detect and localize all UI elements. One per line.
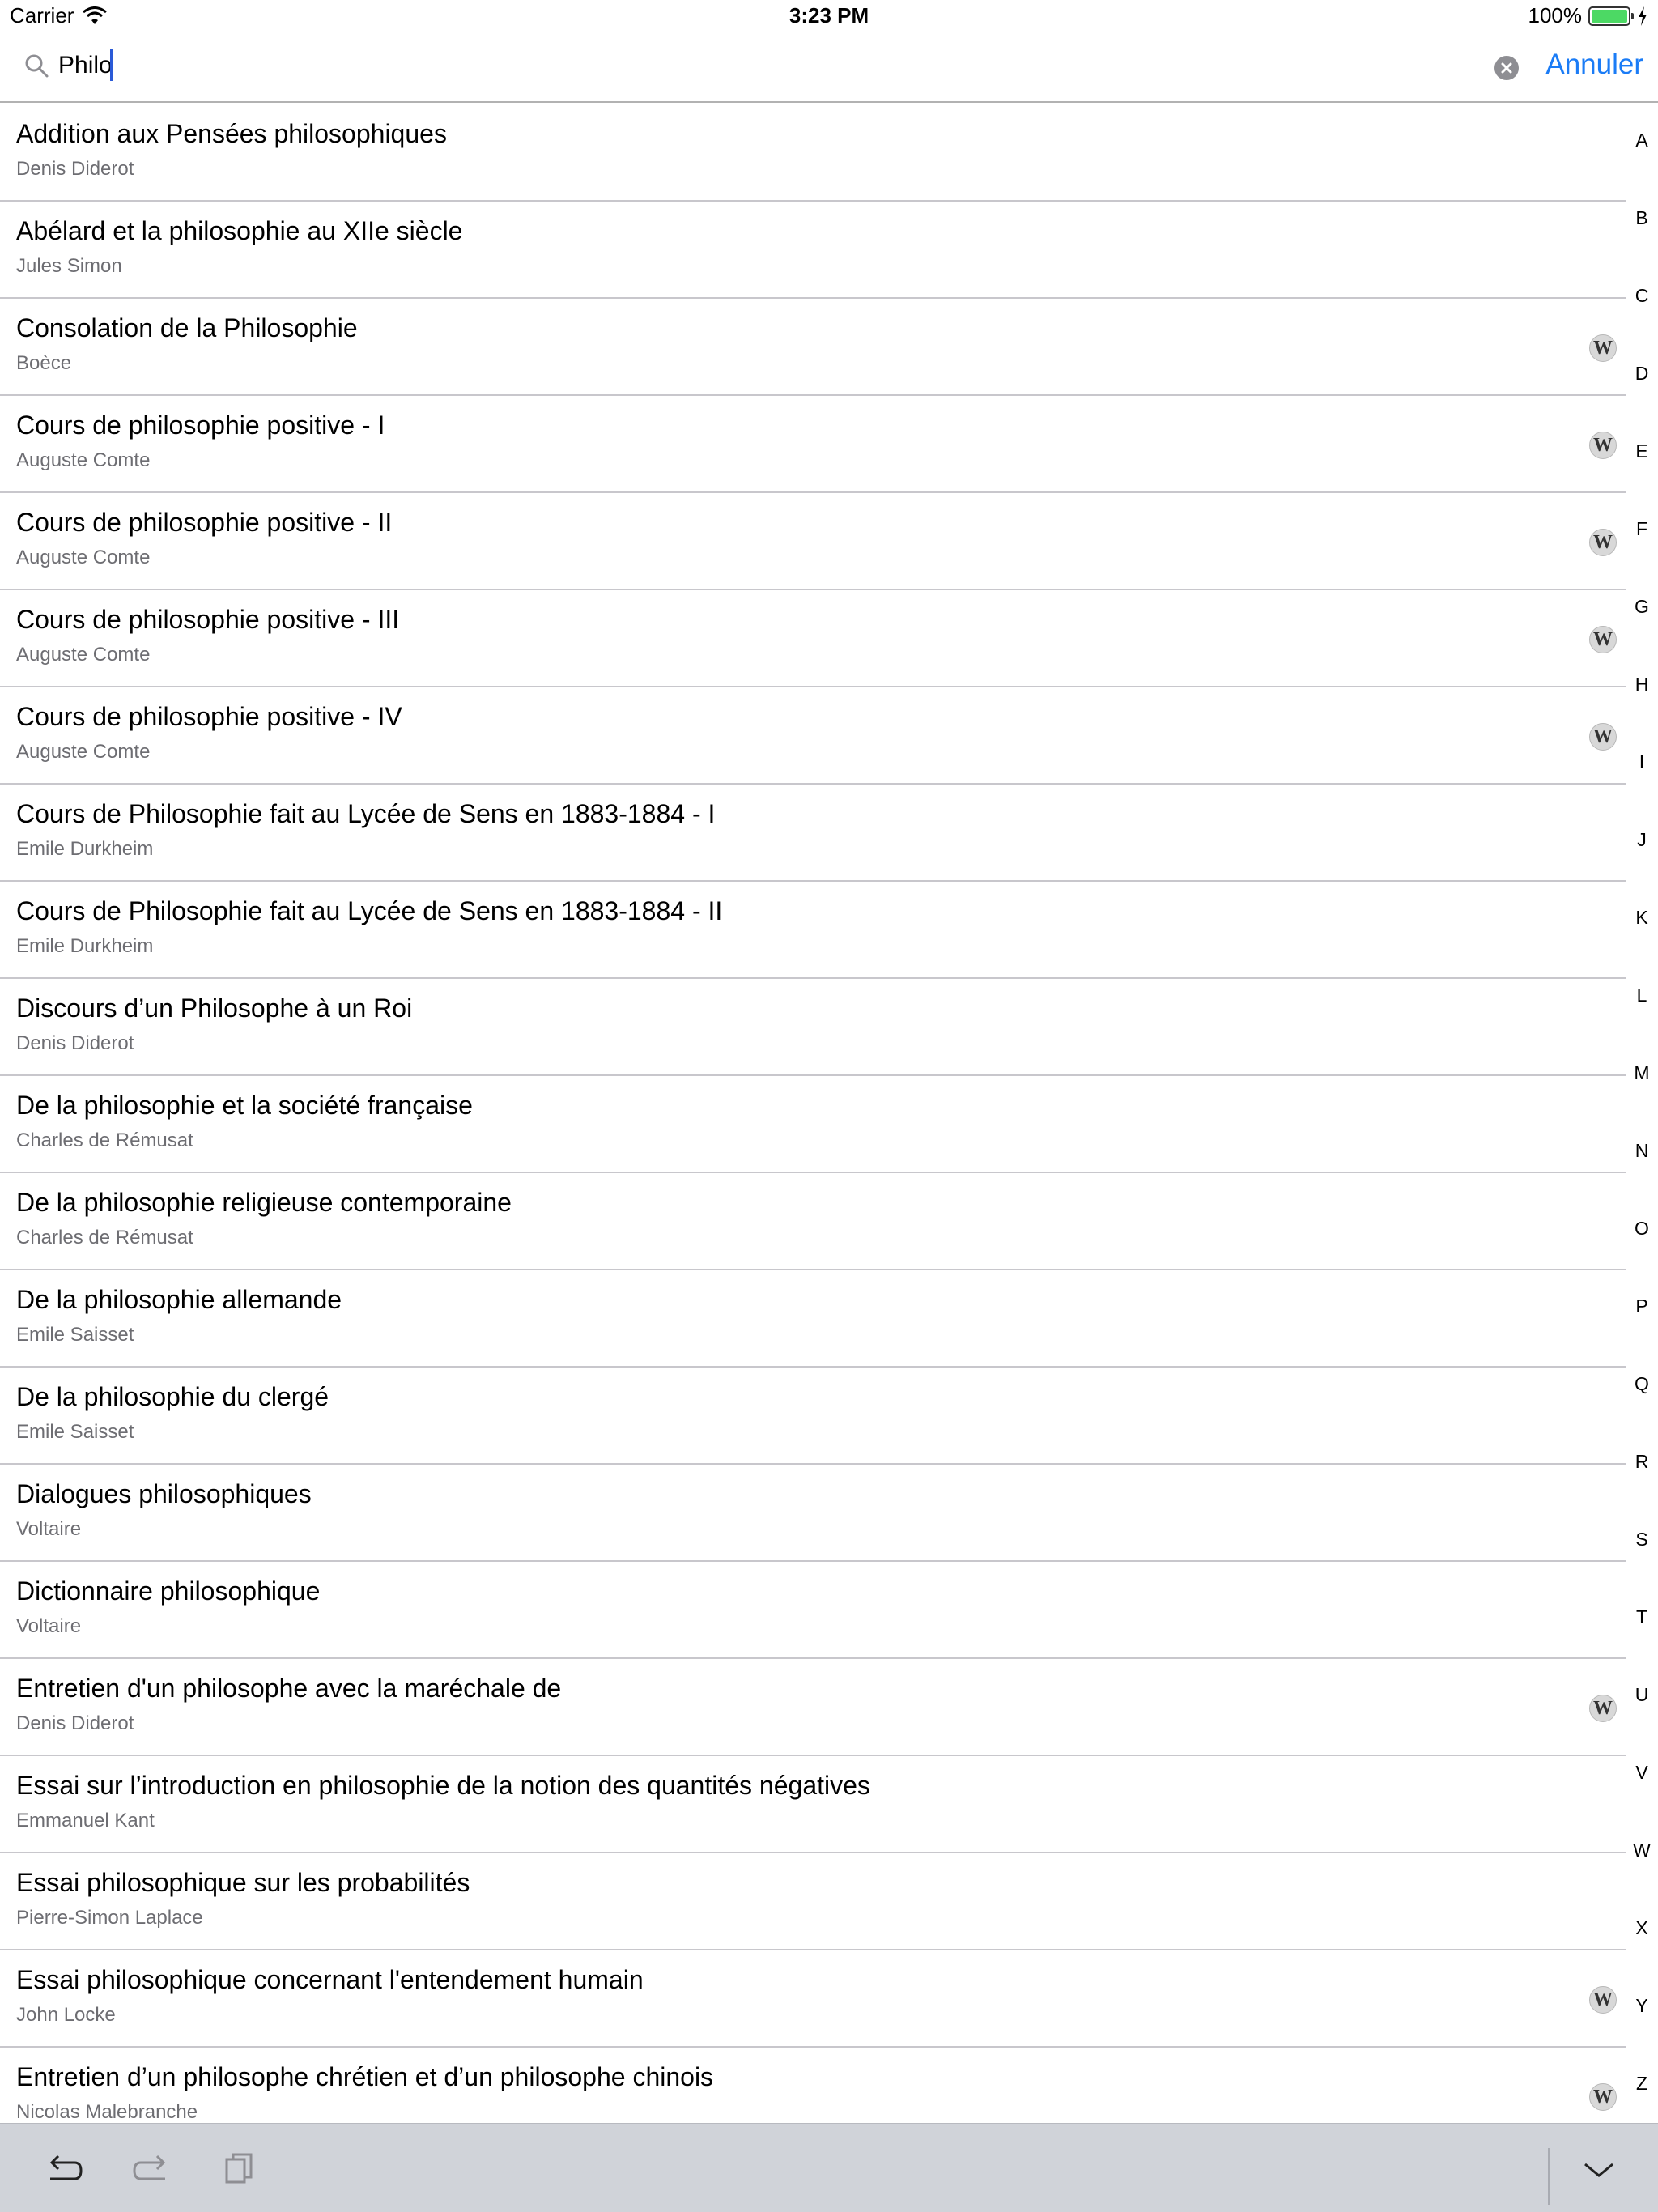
status-bar-right (1528, 3, 1649, 28)
index-letter[interactable]: I (1639, 751, 1645, 772)
dismiss-keyboard-icon[interactable] (1577, 2148, 1621, 2189)
wikipedia-icon[interactable]: W (1589, 1695, 1617, 1722)
undo-icon[interactable] (42, 2148, 86, 2189)
book-author: Pierre-Simon Laplace (16, 1907, 203, 1929)
list-item[interactable] (0, 590, 1626, 687)
book-title: Essai sur l’introduction en philosophie de la notion des quantités négatives (16, 1771, 870, 1800)
search-input[interactable] (58, 45, 1435, 86)
carrier-label: Carrier (10, 3, 74, 28)
index-letter[interactable]: E (1635, 440, 1648, 462)
index-letter[interactable]: J (1637, 829, 1647, 850)
list-item[interactable] (0, 104, 1626, 202)
index-letter[interactable]: O (1635, 1218, 1649, 1239)
list-item[interactable] (0, 1562, 1626, 1659)
book-author: Charles de Rémusat (16, 1129, 193, 1151)
book-title: Abélard et la philosophie au XIIe siècle (16, 216, 463, 245)
battery-icon (1588, 6, 1630, 26)
section-index[interactable] (1626, 108, 1658, 2129)
search-icon (23, 52, 50, 79)
wikipedia-icon[interactable]: W (1589, 334, 1617, 362)
book-author: Denis Diderot (16, 1032, 134, 1054)
wikipedia-icon[interactable]: W (1589, 529, 1617, 556)
book-author: Emile Durkheim (16, 935, 154, 957)
index-letter[interactable]: Y (1635, 1995, 1648, 2016)
list-item[interactable] (0, 1465, 1626, 1562)
book-title: Cours de philosophie positive - IV (16, 702, 402, 731)
list-item[interactable] (0, 1853, 1626, 1950)
book-title: Cours de Philosophie fait au Lycée de Sens en 1883-1884 - II (16, 896, 723, 925)
keyboard-toolbar (0, 2123, 1658, 2212)
book-title: Entretien d’un philosophe chrétien et d’un philosophe chinois (16, 2062, 714, 2091)
book-title: Essai philosophique sur les probabilités (16, 1868, 470, 1897)
list-item[interactable] (0, 493, 1626, 590)
cancel-button[interactable]: Annuler (1545, 49, 1643, 80)
list-item[interactable] (0, 687, 1626, 785)
book-author: John Locke (16, 2004, 116, 2026)
index-letter[interactable]: N (1635, 1140, 1649, 1161)
index-letter[interactable]: A (1635, 130, 1648, 151)
book-author: Auguste Comte (16, 449, 151, 471)
list-item[interactable] (0, 1756, 1626, 1853)
book-author: Charles de Rémusat (16, 1227, 193, 1249)
book-title: De la philosophie et la société française (16, 1091, 473, 1120)
book-author: Denis Diderot (16, 158, 134, 180)
book-title: Dictionnaire philosophique (16, 1576, 321, 1606)
index-letter[interactable]: Z (1635, 2073, 1648, 2094)
list-item[interactable] (0, 882, 1626, 979)
book-title: Dialogues philosophiques (16, 1479, 312, 1508)
index-letter[interactable]: P (1635, 1295, 1648, 1317)
book-author: Boèce (16, 352, 72, 374)
book-title: Cours de philosophie positive - III (16, 605, 400, 634)
list-item[interactable] (0, 299, 1626, 396)
book-author: Auguste Comte (16, 741, 151, 763)
book-author: Emile Saisset (16, 1421, 134, 1443)
index-letter[interactable]: K (1635, 907, 1648, 928)
index-letter[interactable]: C (1635, 285, 1649, 306)
book-author: Nicolas Malebranche (16, 2101, 198, 2123)
book-author: Voltaire (16, 1615, 82, 1637)
paste-icon[interactable] (217, 2148, 261, 2189)
clock: 3:23 PM (789, 3, 869, 28)
book-title: Cours de Philosophie fait au Lycée de Sens en 1883-1884 - I (16, 799, 716, 828)
battery-level (1592, 10, 1627, 23)
index-letter[interactable]: U (1635, 1684, 1649, 1705)
clear-search-icon[interactable] (1494, 56, 1519, 80)
list-item[interactable] (0, 396, 1626, 493)
book-author: Jules Simon (16, 255, 122, 277)
book-title: De la philosophie religieuse contemporaine (16, 1188, 512, 1217)
index-letter[interactable]: F (1635, 518, 1648, 539)
wikipedia-icon[interactable]: W (1589, 626, 1617, 653)
index-letter[interactable]: R (1635, 1451, 1649, 1472)
index-letter[interactable]: B (1635, 207, 1648, 228)
book-title: De la philosophie du clergé (16, 1382, 329, 1411)
index-letter[interactable]: M (1634, 1062, 1650, 1083)
book-author: Voltaire (16, 1518, 82, 1540)
search-bar (0, 32, 1658, 103)
index-letter[interactable]: L (1636, 985, 1647, 1006)
index-letter[interactable]: S (1635, 1529, 1648, 1550)
index-letter[interactable]: D (1635, 363, 1649, 384)
list-item[interactable] (0, 979, 1626, 1076)
wikipedia-icon[interactable]: W (1589, 2083, 1617, 2111)
wikipedia-icon[interactable]: W (1589, 723, 1617, 751)
wikipedia-icon[interactable]: W (1589, 432, 1617, 459)
book-author: Emile Durkheim (16, 838, 154, 860)
book-title: Consolation de la Philosophie (16, 313, 358, 342)
index-letter[interactable]: X (1635, 1917, 1648, 1938)
list-item[interactable] (0, 1076, 1626, 1173)
list-item[interactable] (0, 202, 1626, 299)
book-author: Auguste Comte (16, 644, 151, 666)
list-item[interactable] (0, 1173, 1626, 1270)
list-item[interactable] (0, 1270, 1626, 1368)
book-title: Addition aux Pensées philosophiques (16, 119, 447, 148)
book-title: Essai philosophique concernant l'entendement humain (16, 1965, 644, 1994)
list-item[interactable] (0, 1659, 1626, 1756)
index-letter[interactable]: W (1633, 1840, 1651, 1861)
toolbar-divider (1548, 2148, 1550, 2205)
book-author: Emile Saisset (16, 1324, 134, 1346)
book-title: Entretien d'un philosophe avec la maréchale de (16, 1674, 562, 1703)
index-letter[interactable]: T (1635, 1606, 1648, 1627)
index-letter[interactable]: H (1635, 674, 1649, 695)
book-title: Cours de philosophie positive - II (16, 508, 393, 537)
list-item[interactable] (0, 1368, 1626, 1465)
redo-icon[interactable] (130, 2148, 173, 2189)
index-letter[interactable]: V (1635, 1762, 1648, 1783)
book-title: Cours de philosophie positive - I (16, 410, 385, 440)
index-letter[interactable]: Q (1635, 1373, 1649, 1394)
charging-bolt-icon (1637, 6, 1648, 26)
book-title: Discours d’un Philosophe à un Roi (16, 993, 413, 1023)
wikipedia-icon[interactable]: W (1589, 1986, 1617, 2014)
results-list (0, 104, 1626, 2145)
book-author: Denis Diderot (16, 1712, 134, 1734)
book-title: De la philosophie allemande (16, 1285, 342, 1314)
status-bar (0, 0, 1658, 32)
book-author: Auguste Comte (16, 547, 151, 568)
battery-percent: 100% (1528, 3, 1582, 28)
text-cursor (110, 49, 113, 81)
list-item[interactable] (0, 785, 1626, 882)
book-author: Emmanuel Kant (16, 1810, 155, 1831)
list-item[interactable] (0, 1950, 1626, 2048)
index-letter[interactable]: G (1635, 596, 1649, 617)
